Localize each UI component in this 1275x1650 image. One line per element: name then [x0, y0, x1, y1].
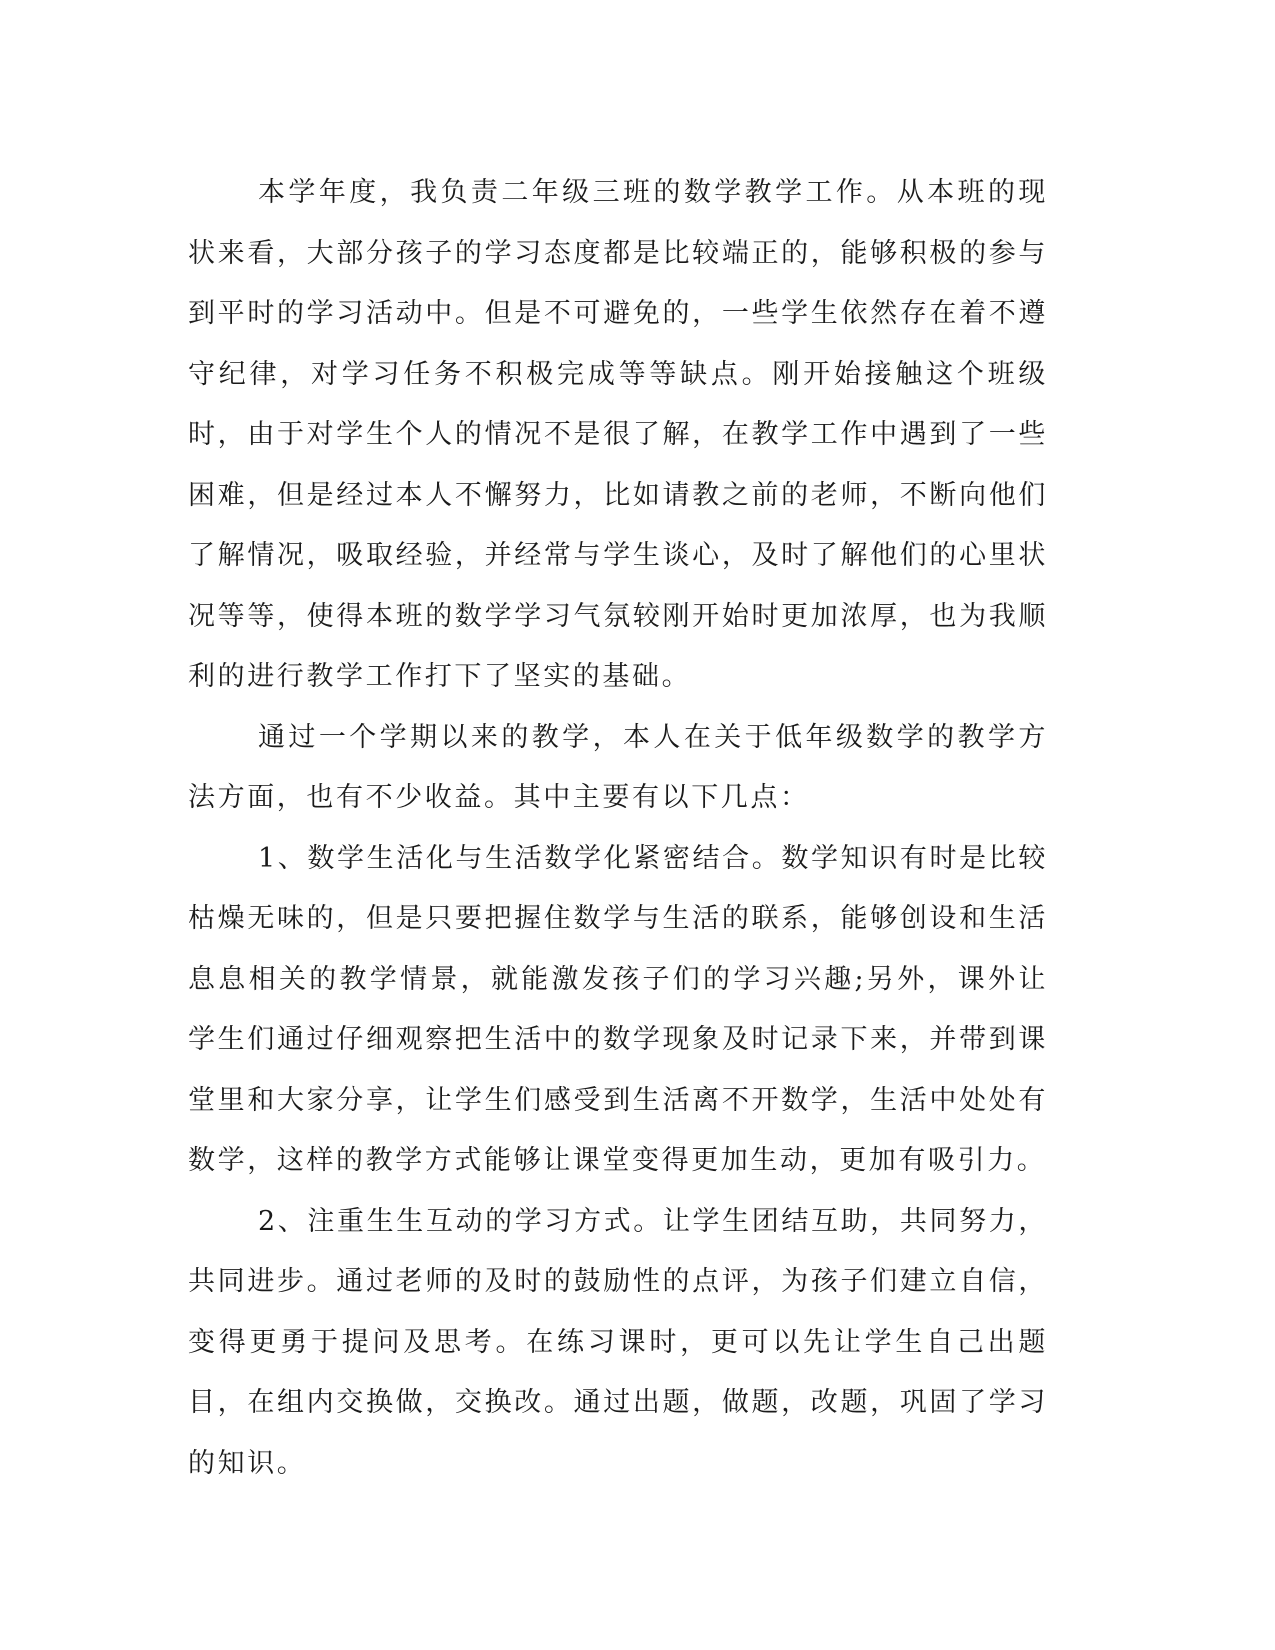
paragraph-teaching-methods-intro: 通过一个学期以来的教学，本人在关于低年级数学的教学方法方面，也有不少收益。其中主要有以下几点：	[188, 721, 1048, 813]
paragraph-point-1: 1、数学生活化与生活数学化紧密结合。数学知识有时是比较枯燥无味的，但是只要把握住数学与生活的联系，能够创设和生活息息相关的教学情景，就能激发孩子们的学习兴趣;另外，课外让学生们通过仔细观察把生活中的数学现象及时记录下来，并带到课堂里和大家分享，让学生们感受到生活离不开数学，生活中处处有数学，这样的教学方式能够让课堂变得更加生动，更加有吸引力。	[188, 842, 1048, 1176]
paragraph-class-overview: 本学年度，我负责二年级三班的数学教学工作。从本班的现状来看，大部分孩子的学习态度都是比较端正的，能够积极的参与到平时的学习活动中。但是不可避免的，一些学生依然存在着不遵守纪律，对学习任务不积极完成等等缺点。刚开始接触这个班级时，由于对学生个人的情况不是很了解，在教学工作中遇到了一些困难，但是经过本人不懈努力，比如请教之前的老师，不断向他们了解情况，吸取经验，并经常与学生谈心，及时了解他们的心里状况等等，使得本班的数学学习气氛较刚开始时更加浓厚，也为我顺利的进行教学工作打下了坚实的基础。	[188, 177, 1048, 692]
document-body	[188, 163, 1048, 1494]
paragraph-point-2: 2、注重生生互动的学习方式。让学生团结互助，共同努力，共同进步。通过老师的及时的鼓励性的点评，为孩子们建立自信，变得更勇于提问及思考。在练习课时，更可以先让学生自己出题目，在组内交换做，交换改。通过出题，做题，改题，巩固了学习的知识。	[188, 1205, 1048, 1479]
